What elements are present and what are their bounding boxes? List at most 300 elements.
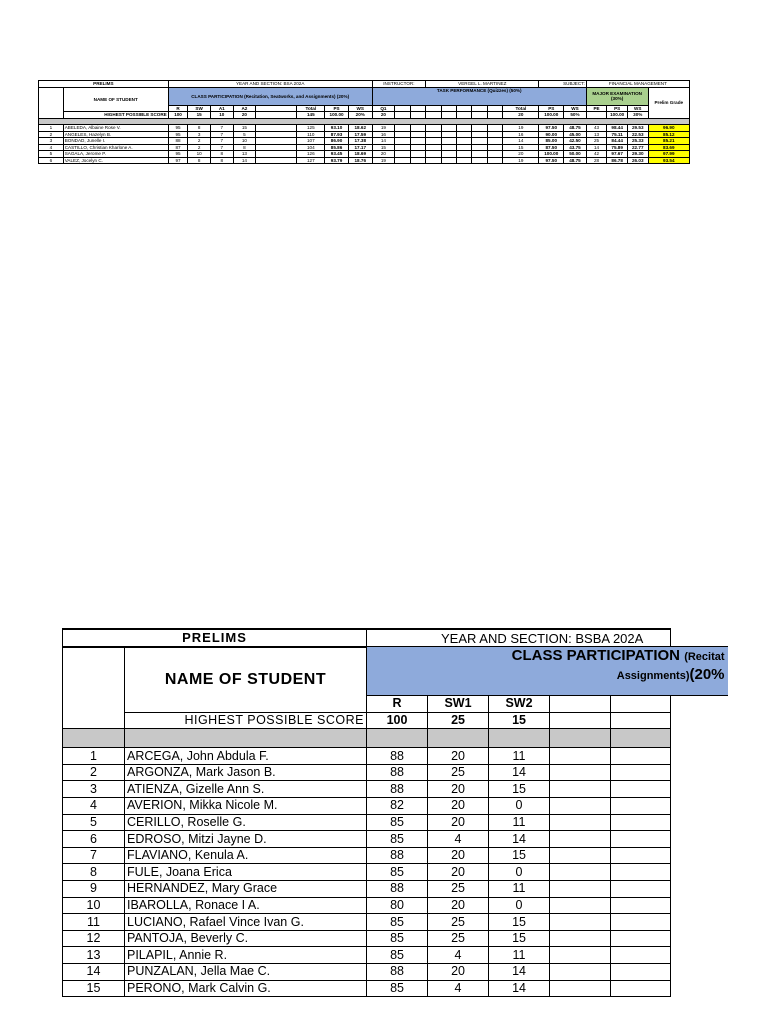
zoom-score-cell: 4 [63,798,125,815]
score-cell: 14 [372,138,395,145]
zoom-blank-cell [671,864,728,881]
zoom-score-cell: 15 [489,781,550,798]
score-cell: 85.86 [325,144,349,151]
student-name-cell: VALEZ, Jocelyn C. [63,157,168,164]
score-cell: 97.50 [539,125,564,132]
score-cell: 93.45 [325,151,349,158]
zoom-student-row [63,881,729,898]
zoom-highest-value: 100 [367,712,428,729]
score-cell: 95 [168,151,188,158]
score-cell: 29.30 [627,151,648,158]
score-cell: 7 [210,144,233,151]
zoom-empty-cell [611,980,671,997]
prelim-grade-cell: 97.99 [648,151,689,158]
subject-name-cell: FINANCIAL MANAGEMENT [586,81,689,88]
zoom-empty-cell [611,964,671,981]
zoom-highest-value: 15 [489,712,550,729]
zoom-score-cell: 11 [489,814,550,831]
zoom-student-row [63,930,729,947]
score-cell: 48.75 [564,157,587,164]
col-label: WS [348,105,372,112]
zoom-blank-cell [671,831,728,848]
zoom-score-cell: 10 [63,897,125,914]
score-cell: 97.50 [539,157,564,164]
score-cell: 4 [39,144,64,151]
zoom-number-header [63,647,125,729]
zoom-score-cell: 2 [63,764,125,781]
zoom-cp-sub-a: (Recitat [684,651,725,664]
zoom-score-cell: 11 [489,947,550,964]
score-cell: 8 [188,125,211,132]
zoom-empty-cell [550,764,611,781]
zoom-score-cell: 14 [489,831,550,848]
score-cell: 42 [586,151,607,158]
zoom-col-label [611,696,671,713]
student-name-cell: BONDAD, Junelle I. [63,138,168,145]
zoom-col-label: R [367,696,428,713]
student-row [39,157,690,164]
zoom-score-cell: 85 [367,831,428,848]
zoom-student-name-cell: PILAPIL, Annie R. [125,947,367,964]
zoom-student-name-cell: HERNANDEZ, Mary Grace [125,881,367,898]
empty-cell [457,157,472,164]
term-cell: PRELIMS [39,81,169,88]
zoom-score-cell: 14 [63,964,125,981]
name-header-cell: NAME OF STUDENT [63,87,168,112]
highest-value: 20% [348,112,372,119]
score-cell: 14 [233,157,256,164]
zoom-student-row [63,748,729,765]
zoom-empty-cell [550,897,611,914]
score-cell: 10 [233,138,256,145]
zoom-student-row [63,914,729,931]
grade-table-zoom [62,628,728,997]
zoom-empty-cell [550,798,611,815]
score-cell: 8 [188,157,211,164]
zoom-score-cell: 0 [489,864,550,881]
zoom-score-cell: 15 [63,980,125,997]
score-cell: 16 [372,131,395,138]
zoom-student-row [63,947,729,964]
zoom-highest-value [611,712,671,729]
col-label: Total [297,105,325,112]
score-cell: 87 [168,144,188,151]
zoom-student-name-cell: ATIENZA, Gizelle Ann S. [125,781,367,798]
col-label: Q1 [372,105,395,112]
score-cell: 97 [168,157,188,164]
zoom-year-section-cell: YEAR AND SECTION: BSBA 202A [367,629,671,647]
score-cell: 127 [297,157,325,164]
class-participation-header [168,87,372,105]
score-cell: 110 [297,131,325,138]
zoom-score-cell: 85 [367,914,428,931]
student-name-cell: ANGELES, Hazelyn B. [63,131,168,138]
zoom-empty-cell [550,947,611,964]
zoom-empty-cell [611,781,671,798]
zoom-score-cell: 0 [489,897,550,914]
zoom-score-cell: 88 [367,748,428,765]
zoom-score-cell: 88 [367,781,428,798]
zoom-score-cell: 9 [63,881,125,898]
zoom-empty-cell [550,864,611,881]
cp-sub: (Recitation, Seatworks, and Assignments) [244,93,336,99]
zoom-name-header: NAME OF STUDENT [125,647,367,713]
zoom-score-cell: 11 [63,914,125,931]
empty-cell [441,157,456,164]
col-label: Total [503,105,539,112]
score-cell: 3 [188,131,211,138]
score-cell: 15 [503,144,539,151]
zoom-score-cell: 4 [428,980,489,997]
score-cell: 10 [188,151,211,158]
zoom-top-row [63,629,729,647]
col-label: SW [188,105,211,112]
zoom-blank-cell [671,980,728,997]
highest-value: 100.00 [325,112,349,119]
score-cell: 97.67 [607,151,628,158]
zoom-blank-cell [671,629,728,647]
score-cell: 2 [188,138,211,145]
highest-value: 100 [168,112,188,119]
col-label: PS [607,105,628,112]
zoom-blank-cell [671,914,728,931]
zoom-score-cell: 7 [63,847,125,864]
zoom-col-label [550,696,611,713]
col-label: PS [325,105,349,112]
zoom-score-cell: 85 [367,947,428,964]
zoom-student-row [63,764,729,781]
col-label: WS [564,105,587,112]
score-cell: 95 [168,131,188,138]
score-cell: 8 [210,151,233,158]
zoom-student-row [63,798,729,815]
zoom-separator-cell [489,729,550,748]
zoom-empty-cell [611,764,671,781]
cp-pct: (20%) [336,93,350,99]
highest-value: 20 [372,112,395,119]
col-label: A2 [233,105,256,112]
zoom-student-name-cell: PUNZALAN, Jella Mae C. [125,964,367,981]
zoom-empty-cell [550,748,611,765]
zoom-blank-cell [671,881,728,898]
score-cell: 107 [297,138,325,145]
zoom-blank-cell [671,947,728,964]
zoom-score-cell: 20 [428,864,489,881]
score-cell: 15 [233,125,256,132]
prelim-grade-cell: 93.54 [648,157,689,164]
cp-title: CLASS PARTICIPATION [191,93,243,99]
col-label: PE [586,105,607,112]
zoom-score-cell: 20 [428,964,489,981]
zoom-separator-cell [550,729,611,748]
highest-value: 100.00 [607,112,628,119]
score-cell: 25.33 [627,138,648,145]
zoom-empty-cell [611,897,671,914]
zoom-score-cell: 20 [428,748,489,765]
subject-label-cell: SUBJECT: [539,81,586,88]
highest-value: 20 [233,112,256,119]
score-cell: 125 [297,125,325,132]
score-cell: 87.93 [325,131,349,138]
score-cell: 16 [503,131,539,138]
empty-cell [472,157,487,164]
task-performance-header: TASK PERFORMANCE (Quizzes) (50%) [372,87,586,105]
zoom-empty-cell [550,781,611,798]
zoom-blank-cell [671,764,728,781]
zoom-blank-cell [671,712,728,729]
score-cell: 98.44 [607,125,628,132]
zoom-score-cell: 0 [489,798,550,815]
zoom-score-cell: 4 [428,831,489,848]
zoom-student-name-cell: LUCIANO, Rafael Vince Ivan G. [125,914,367,931]
zoom-score-cell: 4 [428,947,489,964]
score-cell: 8 [210,157,233,164]
zoom-blank-cell [671,930,728,947]
score-cell: 25 [586,138,607,145]
zoom-student-row [63,964,729,981]
score-cell: 42.50 [564,138,587,145]
zoom-student-row [63,781,729,798]
zoom-empty-cell [550,847,611,864]
score-cell: 20 [372,151,395,158]
empty-cell [395,157,410,164]
zoom-student-name-cell: ARGONZA, Mark Jason B. [125,764,367,781]
zoom-score-cell: 6 [63,831,125,848]
zoom-separator-cell [611,729,671,748]
zoom-score-cell: 20 [428,897,489,914]
score-cell: 17.17 [348,144,372,151]
score-cell: 86.90 [325,138,349,145]
score-cell: 93.10 [325,125,349,132]
zoom-score-cell: 25 [428,764,489,781]
highest-value: 30% [627,112,648,119]
highest-label: HIGHEST POSSIBLE SCORE [63,112,168,119]
score-cell: 2 [188,144,211,151]
score-cell: 14 [586,144,607,151]
zoom-score-cell: 1 [63,748,125,765]
zoom-score-cell: 20 [428,798,489,815]
zoom-empty-cell [611,831,671,848]
zoom-empty-cell [611,947,671,964]
zoom-blank-cell [671,814,728,831]
zoom-score-cell: 88 [367,964,428,981]
student-name-cell: CASTILLO, Christian Kharlone A. [63,144,168,151]
score-cell: 75.89 [607,144,628,151]
zoom-empty-cell [611,864,671,881]
zoom-separator-cell [63,729,125,748]
zoom-score-cell: 25 [428,881,489,898]
zoom-student-row [63,980,729,997]
zoom-empty-cell [611,930,671,947]
score-cell: 20 [503,151,539,158]
zoom-score-cell: 25 [428,914,489,931]
zoom-student-name-cell: FULE, Joana Erica [125,864,367,881]
col-label: R [168,105,188,112]
score-cell: 14 [503,138,539,145]
zoom-cp-header [367,647,728,696]
zoom-col-label: SW2 [489,696,550,713]
zoom-score-cell: 14 [489,964,550,981]
zoom-score-cell: 14 [489,764,550,781]
score-cell: 90.00 [539,131,564,138]
score-cell: 75.11 [607,131,628,138]
score-cell: 18.69 [348,151,372,158]
zoom-empty-cell [550,964,611,981]
zoom-student-row [63,864,729,881]
col-label: WS [627,105,648,112]
zoom-grey-separator [63,729,729,748]
zoom-empty-cell [611,748,671,765]
empty-cell [256,157,297,164]
zoom-empty-cell [550,980,611,997]
highest-value: 10 [210,112,233,119]
year-section-cell: YEAR AND SECTION: BSA 202A [168,81,372,88]
zoom-student-row [63,897,729,914]
zoom-score-cell: 82 [367,798,428,815]
zoom-student-name-cell: EDROSO, Mitzi Jayne D. [125,831,367,848]
zoom-score-cell: 15 [489,847,550,864]
zoom-empty-cell [611,881,671,898]
score-cell: 15 [372,144,395,151]
zoom-empty-cell [550,930,611,947]
score-cell: 6 [39,157,64,164]
score-cell: 19 [372,157,395,164]
zoom-blank-cell [671,897,728,914]
score-cell: 17.59 [348,131,372,138]
zoom-score-cell: 11 [489,881,550,898]
grade-sheet-zoom [62,628,728,1024]
score-cell: 26.03 [627,157,648,164]
score-cell: 7 [210,125,233,132]
student-rows-small [39,125,690,164]
zoom-student-name-cell: FLAVIANO, Kenula A. [125,847,367,864]
zoom-empty-cell [550,831,611,848]
score-cell: 95 [168,125,188,132]
score-cell: 19 [372,125,395,132]
score-cell: 13 [586,131,607,138]
zoom-student-name-cell: AVERION, Mikka Nicole M. [125,798,367,815]
score-cell: 5 [233,131,256,138]
score-cell: 5 [39,151,64,158]
score-cell: 1 [39,125,64,132]
zoom-score-cell: 15 [489,930,550,947]
zoom-empty-cell [550,914,611,931]
zoom-student-row [63,847,729,864]
score-cell: 13 [233,151,256,158]
zoom-score-cell: 80 [367,897,428,914]
zoom-empty-cell [611,847,671,864]
zoom-empty-cell [611,914,671,931]
score-cell: 84.44 [607,138,628,145]
zoom-separator-cell [367,729,428,748]
zoom-student-name-cell: CERILLO, Roselle G. [125,814,367,831]
student-name-cell: ABELEDA, Albaine Rose V. [63,125,168,132]
zoom-score-cell: 8 [63,864,125,881]
zoom-highest-row [63,712,729,729]
score-cell: 7 [210,131,233,138]
highest-value: 50% [564,112,587,119]
zoom-student-name-cell: IBAROLLA, Ronace I A. [125,897,367,914]
zoom-blank-cell [671,798,728,815]
zoom-empty-cell [611,814,671,831]
zoom-highest-label: HIGHEST POSSIBLE SCORE [125,712,367,729]
score-cell: 43 [586,125,607,132]
empty-cell [410,157,425,164]
score-cell: 29.53 [627,125,648,132]
prelim-grade-cell: 83.69 [648,144,689,151]
prelim-grade-header: Prelim Grade [648,87,689,118]
zoom-separator-cell [428,729,489,748]
zoom-score-cell: 85 [367,930,428,947]
zoom-score-cell: 12 [63,930,125,947]
zoom-score-cell: 3 [63,781,125,798]
score-cell: 22.53 [627,131,648,138]
zoom-blank-cell [671,729,728,748]
highest-value: 145 [297,112,325,119]
score-cell: 7 [210,138,233,145]
score-cell: 45.00 [564,131,587,138]
score-cell: 93.79 [325,157,349,164]
zoom-score-cell: 88 [367,847,428,864]
score-cell: 43.75 [564,144,587,151]
zoom-highest-value: 25 [428,712,489,729]
zoom-cp-title: CLASS PARTICIPATION [511,647,681,665]
major-exam-header: MAJOR EXAMINATION (30%) [586,87,648,105]
student-rows-zoom [63,748,729,997]
score-cell: 88 [168,138,188,145]
score-cell: 87.50 [539,144,564,151]
zoom-score-cell: 13 [63,947,125,964]
zoom-blank-cell [671,748,728,765]
zoom-header-row [63,647,729,696]
score-cell: 126 [297,151,325,158]
score-cell: 104 [297,144,325,151]
zoom-score-cell: 15 [489,914,550,931]
zoom-score-cell: 25 [428,930,489,947]
score-cell: 19 [503,157,539,164]
score-cell: 85.00 [539,138,564,145]
zoom-score-cell: 85 [367,814,428,831]
zoom-empty-cell [550,881,611,898]
highest-value: 100.00 [539,112,564,119]
grade-sheet-small [38,80,690,164]
prelim-grade-cell: 85.12 [648,131,689,138]
prelim-grade-cell: 96.90 [648,125,689,132]
score-cell: 22.77 [627,144,648,151]
highest-value: 20 [503,112,539,119]
score-cell: 2 [39,131,64,138]
score-cell: 86.78 [607,157,628,164]
score-cell: 18.76 [348,157,372,164]
score-cell: 50.00 [564,151,587,158]
score-cell: 48.75 [564,125,587,132]
zoom-empty-cell [611,798,671,815]
score-cell: 8 [233,144,256,151]
zoom-empty-cell [550,814,611,831]
zoom-score-cell: 85 [367,980,428,997]
zoom-cp-pct: (20% [689,666,725,684]
score-cell: 18.62 [348,125,372,132]
zoom-student-row [63,814,729,831]
score-cell: 17.38 [348,138,372,145]
zoom-score-cell: 20 [428,781,489,798]
empty-cell [487,157,502,164]
zoom-student-name-cell: ARCEGA, John Abdula F. [125,748,367,765]
score-cell: 28 [586,157,607,164]
grade-table-small [38,80,690,164]
zoom-score-cell: 88 [367,764,428,781]
zoom-score-cell: 88 [367,881,428,898]
